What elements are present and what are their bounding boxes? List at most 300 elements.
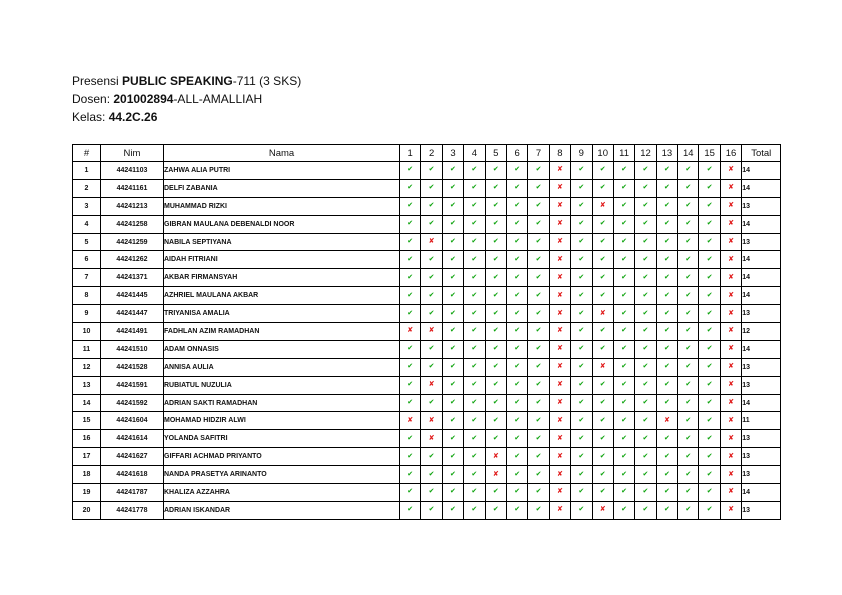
present-check-icon: ✔	[528, 305, 549, 323]
row-number: 14	[73, 394, 101, 412]
column-header: 12	[635, 145, 656, 162]
present-check-icon: ✔	[613, 287, 634, 305]
present-check-icon: ✔	[678, 394, 699, 412]
absent-cross-icon: ✘	[720, 269, 741, 287]
row-number: 9	[73, 305, 101, 323]
present-check-icon: ✔	[442, 484, 463, 502]
present-check-icon: ✔	[485, 215, 506, 233]
present-check-icon: ✔	[571, 484, 592, 502]
present-check-icon: ✔	[635, 340, 656, 358]
student-name: KHALIZA AZZAHRA	[164, 484, 400, 502]
present-check-icon: ✔	[485, 197, 506, 215]
table-row	[73, 484, 781, 502]
absent-cross-icon: ✘	[720, 287, 741, 305]
present-check-icon: ✔	[464, 484, 485, 502]
student-name: YOLANDA SAFITRI	[164, 430, 400, 448]
present-check-icon: ✔	[571, 179, 592, 197]
table-row	[73, 448, 781, 466]
present-check-icon: ✔	[613, 215, 634, 233]
student-nim: 44241371	[101, 269, 164, 287]
present-check-icon: ✔	[613, 394, 634, 412]
present-check-icon: ✔	[699, 323, 720, 341]
table-row	[73, 466, 781, 484]
present-check-icon: ✔	[678, 197, 699, 215]
present-check-icon: ✔	[699, 269, 720, 287]
student-name: MOHAMAD HIDZIR ALWI	[164, 412, 400, 430]
present-check-icon: ✔	[678, 233, 699, 251]
present-check-icon: ✔	[656, 251, 677, 269]
student-name: TRIYANISA AMALIA	[164, 305, 400, 323]
student-name: ADRIAN ISKANDAR	[164, 501, 400, 519]
student-name: RUBIATUL NUZULIA	[164, 376, 400, 394]
present-check-icon: ✔	[464, 215, 485, 233]
present-check-icon: ✔	[656, 269, 677, 287]
present-check-icon: ✔	[464, 501, 485, 519]
present-check-icon: ✔	[506, 269, 527, 287]
table-row	[73, 358, 781, 376]
present-check-icon: ✔	[528, 358, 549, 376]
row-number: 20	[73, 501, 101, 519]
attendance-total: 13	[742, 358, 781, 376]
course-code: -711 (3 SKS)	[232, 74, 302, 88]
present-check-icon: ✔	[421, 484, 442, 502]
present-check-icon: ✔	[528, 251, 549, 269]
row-number: 1	[73, 162, 101, 180]
present-check-icon: ✔	[656, 215, 677, 233]
present-check-icon: ✔	[485, 233, 506, 251]
student-nim: 44241787	[101, 484, 164, 502]
present-check-icon: ✔	[635, 448, 656, 466]
table-row	[73, 269, 781, 287]
row-number: 11	[73, 340, 101, 358]
present-check-icon: ✔	[464, 197, 485, 215]
student-name: NABILA SEPTIYANA	[164, 233, 400, 251]
student-nim: 44241491	[101, 323, 164, 341]
present-check-icon: ✔	[528, 179, 549, 197]
student-nim: 44241510	[101, 340, 164, 358]
present-check-icon: ✔	[528, 448, 549, 466]
present-check-icon: ✔	[421, 251, 442, 269]
present-check-icon: ✔	[613, 179, 634, 197]
present-check-icon: ✔	[400, 430, 421, 448]
present-check-icon: ✔	[592, 323, 613, 341]
present-check-icon: ✔	[635, 251, 656, 269]
present-check-icon: ✔	[400, 358, 421, 376]
present-check-icon: ✔	[613, 430, 634, 448]
present-check-icon: ✔	[400, 287, 421, 305]
present-check-icon: ✔	[613, 269, 634, 287]
present-check-icon: ✔	[485, 412, 506, 430]
present-check-icon: ✔	[613, 448, 634, 466]
absent-cross-icon: ✘	[720, 197, 741, 215]
attendance-total: 12	[742, 323, 781, 341]
present-check-icon: ✔	[656, 233, 677, 251]
present-check-icon: ✔	[464, 430, 485, 448]
present-check-icon: ✔	[571, 251, 592, 269]
present-check-icon: ✔	[464, 179, 485, 197]
student-nim: 44241618	[101, 466, 164, 484]
present-check-icon: ✔	[421, 215, 442, 233]
present-check-icon: ✔	[421, 162, 442, 180]
present-check-icon: ✔	[485, 251, 506, 269]
present-check-icon: ✔	[528, 430, 549, 448]
present-check-icon: ✔	[678, 466, 699, 484]
present-check-icon: ✔	[592, 251, 613, 269]
present-check-icon: ✔	[635, 466, 656, 484]
kelas-label: Kelas:	[72, 110, 109, 124]
present-check-icon: ✔	[464, 358, 485, 376]
row-number: 12	[73, 358, 101, 376]
present-check-icon: ✔	[528, 233, 549, 251]
present-check-icon: ✔	[635, 394, 656, 412]
present-check-icon: ✔	[571, 394, 592, 412]
present-check-icon: ✔	[442, 412, 463, 430]
present-check-icon: ✔	[635, 376, 656, 394]
attendance-total: 14	[742, 394, 781, 412]
present-check-icon: ✔	[442, 197, 463, 215]
present-check-icon: ✔	[485, 305, 506, 323]
present-check-icon: ✔	[635, 323, 656, 341]
absent-cross-icon: ✘	[485, 448, 506, 466]
present-check-icon: ✔	[699, 233, 720, 251]
present-check-icon: ✔	[528, 162, 549, 180]
present-check-icon: ✔	[485, 376, 506, 394]
row-number: 16	[73, 430, 101, 448]
present-check-icon: ✔	[656, 287, 677, 305]
present-check-icon: ✔	[678, 412, 699, 430]
present-check-icon: ✔	[464, 287, 485, 305]
present-check-icon: ✔	[699, 305, 720, 323]
absent-cross-icon: ✘	[549, 412, 570, 430]
student-name: AIDAH FITRIANI	[164, 251, 400, 269]
present-check-icon: ✔	[699, 394, 720, 412]
present-check-icon: ✔	[592, 448, 613, 466]
present-check-icon: ✔	[571, 233, 592, 251]
dosen-id: 201002894	[113, 92, 174, 106]
column-header: 14	[678, 145, 699, 162]
present-check-icon: ✔	[485, 394, 506, 412]
table-row	[73, 287, 781, 305]
present-check-icon: ✔	[635, 412, 656, 430]
absent-cross-icon: ✘	[549, 340, 570, 358]
present-check-icon: ✔	[571, 162, 592, 180]
absent-cross-icon: ✘	[720, 376, 741, 394]
table-row	[73, 376, 781, 394]
present-check-icon: ✔	[613, 466, 634, 484]
present-check-icon: ✔	[699, 179, 720, 197]
attendance-total: 13	[742, 501, 781, 519]
present-check-icon: ✔	[400, 269, 421, 287]
absent-cross-icon: ✘	[720, 162, 741, 180]
present-check-icon: ✔	[400, 305, 421, 323]
present-check-icon: ✔	[506, 448, 527, 466]
absent-cross-icon: ✘	[720, 484, 741, 502]
column-header: 8	[549, 145, 570, 162]
present-check-icon: ✔	[571, 501, 592, 519]
student-name: GIBRAN MAULANA DEBENALDI NOOR	[164, 215, 400, 233]
absent-cross-icon: ✘	[720, 501, 741, 519]
student-nim: 44241262	[101, 251, 164, 269]
present-check-icon: ✔	[678, 251, 699, 269]
present-check-icon: ✔	[699, 197, 720, 215]
absent-cross-icon: ✘	[421, 412, 442, 430]
present-check-icon: ✔	[421, 197, 442, 215]
present-check-icon: ✔	[613, 376, 634, 394]
present-check-icon: ✔	[442, 323, 463, 341]
present-check-icon: ✔	[421, 269, 442, 287]
column-header: 11	[613, 145, 634, 162]
present-check-icon: ✔	[506, 394, 527, 412]
present-check-icon: ✔	[656, 305, 677, 323]
present-check-icon: ✔	[506, 466, 527, 484]
attendance-total: 11	[742, 412, 781, 430]
present-check-icon: ✔	[613, 358, 634, 376]
absent-cross-icon: ✘	[656, 412, 677, 430]
present-check-icon: ✔	[699, 484, 720, 502]
attendance-total: 14	[742, 269, 781, 287]
present-check-icon: ✔	[400, 251, 421, 269]
student-nim: 44241259	[101, 233, 164, 251]
present-check-icon: ✔	[699, 358, 720, 376]
absent-cross-icon: ✘	[549, 358, 570, 376]
present-check-icon: ✔	[400, 179, 421, 197]
table-row	[73, 197, 781, 215]
absent-cross-icon: ✘	[421, 430, 442, 448]
present-check-icon: ✔	[656, 179, 677, 197]
present-check-icon: ✔	[613, 305, 634, 323]
present-check-icon: ✔	[678, 358, 699, 376]
present-check-icon: ✔	[528, 323, 549, 341]
present-check-icon: ✔	[464, 412, 485, 430]
present-check-icon: ✔	[485, 430, 506, 448]
present-check-icon: ✔	[421, 466, 442, 484]
present-check-icon: ✔	[421, 448, 442, 466]
absent-cross-icon: ✘	[400, 323, 421, 341]
column-header: 4	[464, 145, 485, 162]
student-nim: 44241258	[101, 215, 164, 233]
present-check-icon: ✔	[485, 501, 506, 519]
present-check-icon: ✔	[571, 215, 592, 233]
absent-cross-icon: ✘	[549, 215, 570, 233]
table-body	[73, 162, 781, 520]
present-check-icon: ✔	[656, 448, 677, 466]
student-name: ADRIAN SAKTI RAMADHAN	[164, 394, 400, 412]
present-check-icon: ✔	[485, 162, 506, 180]
present-check-icon: ✔	[528, 215, 549, 233]
present-check-icon: ✔	[442, 179, 463, 197]
row-number: 15	[73, 412, 101, 430]
attendance-total: 14	[742, 179, 781, 197]
table-row	[73, 162, 781, 180]
student-nim: 44241213	[101, 197, 164, 215]
student-nim: 44241161	[101, 179, 164, 197]
present-check-icon: ✔	[699, 376, 720, 394]
absent-cross-icon: ✘	[549, 448, 570, 466]
present-check-icon: ✔	[506, 340, 527, 358]
present-check-icon: ✔	[678, 305, 699, 323]
student-name: ANNISA AULIA	[164, 358, 400, 376]
present-check-icon: ✔	[656, 323, 677, 341]
table-header-row	[73, 145, 781, 162]
present-check-icon: ✔	[464, 269, 485, 287]
present-check-icon: ✔	[528, 394, 549, 412]
present-check-icon: ✔	[571, 197, 592, 215]
present-check-icon: ✔	[506, 430, 527, 448]
present-check-icon: ✔	[421, 340, 442, 358]
present-check-icon: ✔	[485, 179, 506, 197]
attendance-total: 14	[742, 484, 781, 502]
table-row	[73, 251, 781, 269]
row-number: 7	[73, 269, 101, 287]
present-check-icon: ✔	[656, 197, 677, 215]
attendance-total: 14	[742, 251, 781, 269]
present-check-icon: ✔	[400, 197, 421, 215]
attendance-total: 14	[742, 287, 781, 305]
column-header: 5	[485, 145, 506, 162]
absent-cross-icon: ✘	[549, 251, 570, 269]
attendance-total: 13	[742, 430, 781, 448]
present-check-icon: ✔	[442, 162, 463, 180]
present-check-icon: ✔	[442, 287, 463, 305]
present-check-icon: ✔	[464, 466, 485, 484]
present-check-icon: ✔	[656, 466, 677, 484]
present-check-icon: ✔	[635, 215, 656, 233]
table-row	[73, 412, 781, 430]
present-check-icon: ✔	[678, 287, 699, 305]
present-check-icon: ✔	[421, 287, 442, 305]
present-check-icon: ✔	[464, 305, 485, 323]
present-check-icon: ✔	[528, 376, 549, 394]
student-name: GIFFARI ACHMAD PRIYANTO	[164, 448, 400, 466]
kelas-value: 44.2C.26	[108, 110, 158, 124]
present-check-icon: ✔	[442, 305, 463, 323]
present-check-icon: ✔	[400, 340, 421, 358]
column-header: 1	[400, 145, 421, 162]
present-check-icon: ✔	[635, 305, 656, 323]
present-check-icon: ✔	[656, 340, 677, 358]
present-check-icon: ✔	[699, 251, 720, 269]
absent-cross-icon: ✘	[549, 430, 570, 448]
attendance-total: 13	[742, 466, 781, 484]
present-check-icon: ✔	[699, 430, 720, 448]
present-check-icon: ✔	[571, 340, 592, 358]
row-number: 2	[73, 179, 101, 197]
absent-cross-icon: ✘	[720, 340, 741, 358]
present-check-icon: ✔	[635, 233, 656, 251]
present-check-icon: ✔	[635, 197, 656, 215]
present-check-icon: ✔	[656, 430, 677, 448]
present-check-icon: ✔	[613, 484, 634, 502]
absent-cross-icon: ✘	[549, 162, 570, 180]
student-nim: 44241528	[101, 358, 164, 376]
present-check-icon: ✔	[678, 340, 699, 358]
present-check-icon: ✔	[464, 376, 485, 394]
course-line	[72, 72, 301, 90]
absent-cross-icon: ✘	[549, 323, 570, 341]
student-name: MUHAMMAD RIZKI	[164, 197, 400, 215]
present-check-icon: ✔	[678, 448, 699, 466]
present-check-icon: ✔	[528, 287, 549, 305]
present-check-icon: ✔	[442, 430, 463, 448]
row-number: 10	[73, 323, 101, 341]
present-check-icon: ✔	[485, 323, 506, 341]
absent-cross-icon: ✘	[549, 233, 570, 251]
present-check-icon: ✔	[678, 376, 699, 394]
present-check-icon: ✔	[442, 448, 463, 466]
present-check-icon: ✔	[485, 287, 506, 305]
present-check-icon: ✔	[571, 430, 592, 448]
absent-cross-icon: ✘	[549, 305, 570, 323]
dosen-name: -ALL-AMALLIAH	[173, 92, 263, 106]
present-check-icon: ✔	[571, 287, 592, 305]
present-check-icon: ✔	[613, 251, 634, 269]
present-check-icon: ✔	[464, 251, 485, 269]
student-name: AZHRIEL MAULANA AKBAR	[164, 287, 400, 305]
present-check-icon: ✔	[442, 394, 463, 412]
present-check-icon: ✔	[699, 162, 720, 180]
absent-cross-icon: ✘	[549, 466, 570, 484]
present-check-icon: ✔	[442, 269, 463, 287]
present-check-icon: ✔	[592, 376, 613, 394]
row-number: 8	[73, 287, 101, 305]
present-check-icon: ✔	[635, 484, 656, 502]
present-check-icon: ✔	[678, 215, 699, 233]
present-check-icon: ✔	[592, 466, 613, 484]
present-check-icon: ✔	[528, 501, 549, 519]
present-check-icon: ✔	[613, 162, 634, 180]
column-header: 16	[720, 145, 741, 162]
present-check-icon: ✔	[656, 162, 677, 180]
present-check-icon: ✔	[656, 484, 677, 502]
student-name: NANDA PRASETYA ARINANTO	[164, 466, 400, 484]
present-check-icon: ✔	[635, 430, 656, 448]
student-name: ADAM ONNASIS	[164, 340, 400, 358]
row-number: 6	[73, 251, 101, 269]
absent-cross-icon: ✘	[549, 269, 570, 287]
present-check-icon: ✔	[528, 197, 549, 215]
present-check-icon: ✔	[678, 430, 699, 448]
present-check-icon: ✔	[528, 412, 549, 430]
present-check-icon: ✔	[506, 376, 527, 394]
column-header: 13	[656, 145, 677, 162]
present-check-icon: ✔	[592, 430, 613, 448]
row-number: 13	[73, 376, 101, 394]
present-check-icon: ✔	[592, 269, 613, 287]
present-check-icon: ✔	[506, 287, 527, 305]
present-check-icon: ✔	[592, 215, 613, 233]
absent-cross-icon: ✘	[421, 376, 442, 394]
present-check-icon: ✔	[613, 233, 634, 251]
column-header: 9	[571, 145, 592, 162]
present-check-icon: ✔	[592, 287, 613, 305]
absent-cross-icon: ✘	[549, 287, 570, 305]
absent-cross-icon: ✘	[592, 501, 613, 519]
row-number: 3	[73, 197, 101, 215]
present-check-icon: ✔	[656, 358, 677, 376]
present-check-icon: ✔	[635, 269, 656, 287]
present-check-icon: ✔	[485, 340, 506, 358]
absent-cross-icon: ✘	[592, 358, 613, 376]
present-check-icon: ✔	[464, 233, 485, 251]
present-check-icon: ✔	[528, 269, 549, 287]
present-check-icon: ✔	[699, 501, 720, 519]
absent-cross-icon: ✘	[720, 466, 741, 484]
present-check-icon: ✔	[656, 394, 677, 412]
column-header: Nama	[164, 145, 400, 162]
present-check-icon: ✔	[506, 251, 527, 269]
present-check-icon: ✔	[421, 394, 442, 412]
present-check-icon: ✔	[464, 394, 485, 412]
